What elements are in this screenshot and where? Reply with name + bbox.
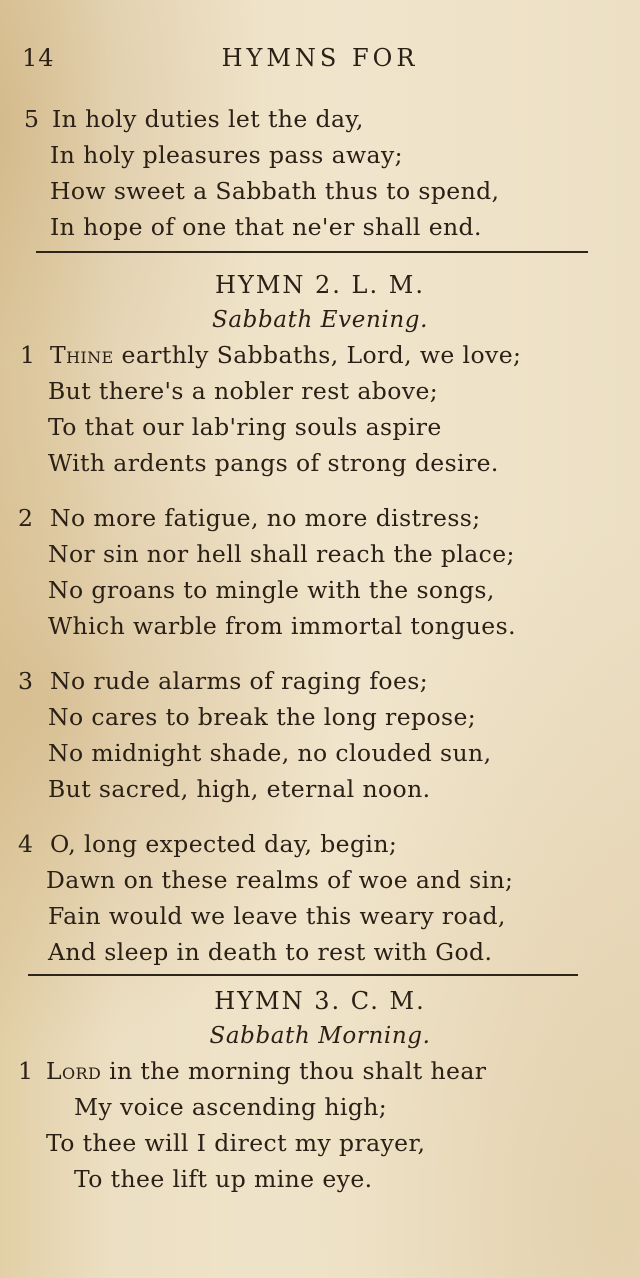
verse-line: To thee lift up mine eye. (74, 1165, 373, 1193)
verse-number: 1 (18, 1057, 33, 1085)
verse-line: No midnight shade, no clouded sun, (48, 739, 492, 767)
verse-number: 3 (18, 667, 33, 695)
running-head: HYMNS FOR (221, 44, 419, 72)
verse-line: In holy pleasures pass away; (50, 141, 403, 169)
page-header (0, 42, 640, 82)
verse-line-text: in the morning thou shalt hear (109, 1057, 487, 1085)
verse-line: How sweet a Sabbath thus to spend, (50, 177, 500, 205)
verse-line: But sacred, high, eternal noon. (48, 775, 431, 803)
verse-line: To thee will I direct my prayer, (46, 1129, 426, 1157)
verse-line (50, 340, 521, 370)
verse-line: O, long expected day, begin; (50, 830, 398, 858)
verse-line: In hope of one that ne'er shall end. (50, 213, 482, 241)
verse-number: 4 (18, 830, 33, 858)
verse-line: Which warble from immortal tongues. (48, 612, 516, 640)
verse-lead-word: Thine (50, 341, 114, 369)
hymn-2-title: HYMN 2. L. M. (215, 271, 425, 299)
verse-line: Fain would we leave this weary road, (48, 902, 506, 930)
verse-line: Nor sin nor hell shall reach the place; (48, 540, 515, 568)
hymn2-verse-4 (0, 829, 640, 969)
section-divider (36, 251, 588, 253)
verse-line: No more fatigue, no more distress; (50, 504, 481, 532)
verse-line: My voice ascending high; (74, 1093, 388, 1121)
hymn2-verse-3 (0, 666, 640, 806)
section-divider (28, 974, 578, 976)
verse-line (46, 1056, 486, 1086)
page-number: 14 (22, 44, 55, 72)
verse-number: 5 (24, 105, 39, 133)
verse-line: But there's a nobler rest above; (48, 377, 439, 405)
hymn2-verse-2 (0, 503, 640, 643)
hymn2-verse-1 (0, 340, 640, 480)
hymn-2-subtitle: Sabbath Evening. (211, 307, 428, 333)
hymn3-verse-1 (0, 1056, 640, 1196)
verse-line: No rude alarms of raging foes; (50, 667, 429, 695)
verse-line: No cares to break the long repose; (48, 703, 477, 731)
hymn-3-subtitle: Sabbath Morning. (209, 1023, 431, 1049)
verse-number: 1 (20, 341, 35, 369)
verse-line: No groans to mingle with the songs, (48, 576, 495, 604)
verse-line: Dawn on these realms of woe and sin; (46, 866, 514, 894)
verse-lead-word: Lord (46, 1057, 102, 1085)
verse-line-text: earthly Sabbaths, Lord, we love; (121, 341, 522, 369)
hymn-3-title: HYMN 3. C. M. (214, 987, 426, 1015)
verse-number: 2 (18, 504, 33, 532)
verse-line: With ardents pangs of strong desire. (48, 449, 499, 477)
verse-line: In holy duties let the day, (52, 105, 364, 133)
verse-line: To that our lab'ring souls aspire (48, 413, 442, 441)
hymn1-verse-5 (0, 104, 640, 241)
verse-line: And sleep in death to rest with God. (48, 938, 493, 966)
